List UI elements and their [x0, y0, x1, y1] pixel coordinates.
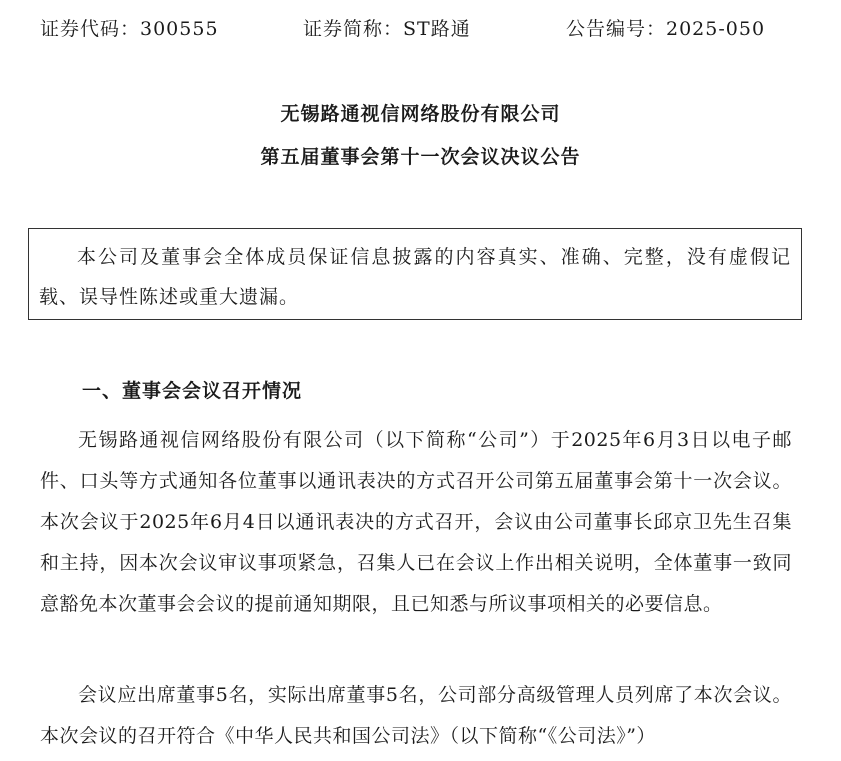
body-paragraph-2: 会议应出席董事5名，实际出席董事5名，公司部分高级管理人员列席了本次会议。本次会议的召开符合《中华人民共和国公司法》（以下简称“《公司法》”） — [40, 684, 792, 747]
meeting-title: 第五届董事会第十一次会议决议公告 — [260, 146, 581, 168]
stock-abbreviation: 证券简称：ST路通 — [303, 18, 471, 40]
body-paragraph-1: 无锡路通视信网络股份有限公司（以下简称“公司”）于2025年6月3日以电子邮件、口头等方式通知各位董事以通讯表决的方式召开公司第五届董事会第十一次会议。本次会议于2025年6月4日以通讯表决的方式召开，会议由公司董事长邱京卫先生召集和主持，因本次会议审议事项紧急，召集人已在会议上作出相关说明，全体董事一致同意豁免本次董事会会议的提前通知期限，且已知悉与所议事项相关的必要信息。 — [40, 429, 792, 615]
company-title: 无锡路通视信网络股份有限公司 — [280, 103, 561, 125]
section-heading: 一、董事会会议召开情况 — [82, 380, 303, 402]
notice-number: 公告编号：2025-050 — [566, 18, 766, 40]
disclosure-statement-text: 本公司及董事会全体成员保证信息披露的内容真实、准确、完整，没有虚假记载、误导性陈述或重大遗漏。 — [39, 246, 791, 308]
document-header — [40, 14, 770, 44]
disclosure-statement-box — [28, 228, 802, 320]
stock-code: 证券代码：300555 — [40, 18, 219, 40]
